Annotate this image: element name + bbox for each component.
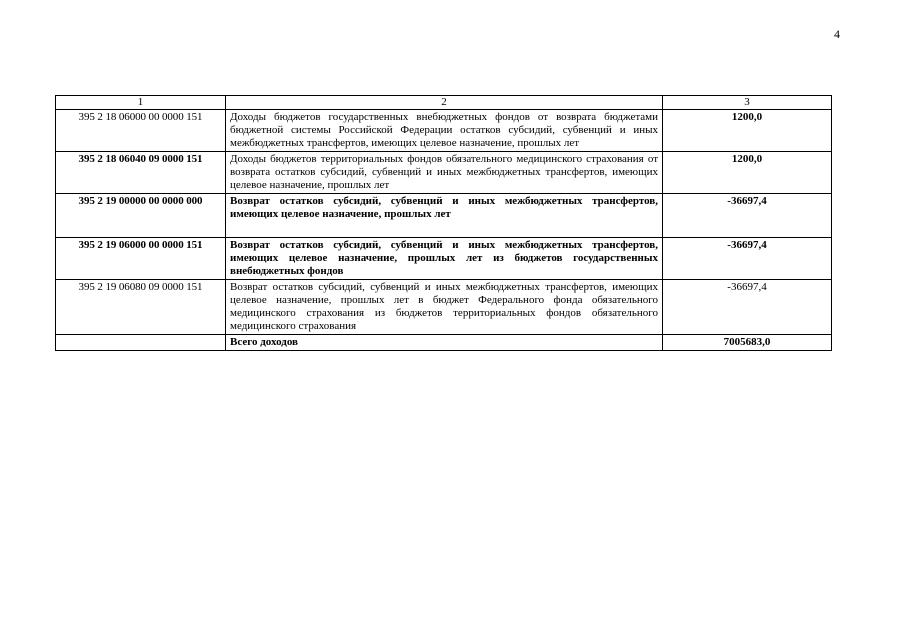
table-row <box>56 110 832 152</box>
row-code: 395 2 19 06000 00 0000 151 <box>56 238 226 280</box>
row-description: Доходы бюджетов территориальных фондов обязательного медицинского страхования от возврата остатков субсидий, субвенций и иных межбюджетных трансфертов, имеющих целевое назначение, прошлых лет <box>226 152 663 194</box>
column-header-amount: 3 <box>663 96 832 110</box>
total-code <box>56 335 226 351</box>
row-description: Возврат остатков субсидий, субвенций и иных межбюджетных трансфертов, имеющих целевое назначение, прошлых лет в бюджет Федерального фонда обязательного медицинского страхования из бюджетов территориальных фондов обязательного медицинского страхования <box>226 280 663 335</box>
row-amount: -36697,4 <box>663 280 832 335</box>
page-number: 4 <box>834 27 840 41</box>
table-row <box>56 152 832 194</box>
row-amount: -36697,4 <box>663 194 832 238</box>
row-code: 395 2 18 06040 09 0000 151 <box>56 152 226 194</box>
total-label: Всего доходов <box>226 335 663 351</box>
table-row <box>56 238 832 280</box>
row-description: Доходы бюджетов государственных внебюджетных фондов от возврата бюджетами бюджетной системы Российской Федерации остатков субсидий, субвенций и иных межбюджетных трансфертов, имеющих целевое назначение, прошлых лет <box>226 110 663 152</box>
row-description: Возврат остатков субсидий, субвенций и иных межбюджетных трансфертов, имеющих целевое назначение, прошлых лет из бюджетов государственных внебюджетных фондов <box>226 238 663 280</box>
row-amount: 1200,0 <box>663 152 832 194</box>
row-description: Возврат остатков субсидий, субвенций и иных межбюджетных трансфертов, имеющих целевое назначение, прошлых лет <box>226 194 663 238</box>
row-code: 395 2 19 06080 09 0000 151 <box>56 280 226 335</box>
revenue-table <box>55 95 832 351</box>
table-row <box>56 280 832 335</box>
table-header-row <box>56 96 832 110</box>
row-code: 395 2 18 06000 00 0000 151 <box>56 110 226 152</box>
total-row <box>56 335 832 351</box>
row-code: 395 2 19 00000 00 0000 000 <box>56 194 226 238</box>
table-row <box>56 194 832 238</box>
column-header-description: 2 <box>226 96 663 110</box>
total-amount: 7005683,0 <box>663 335 832 351</box>
column-header-code: 1 <box>56 96 226 110</box>
row-amount: 1200,0 <box>663 110 832 152</box>
row-amount: -36697,4 <box>663 238 832 280</box>
